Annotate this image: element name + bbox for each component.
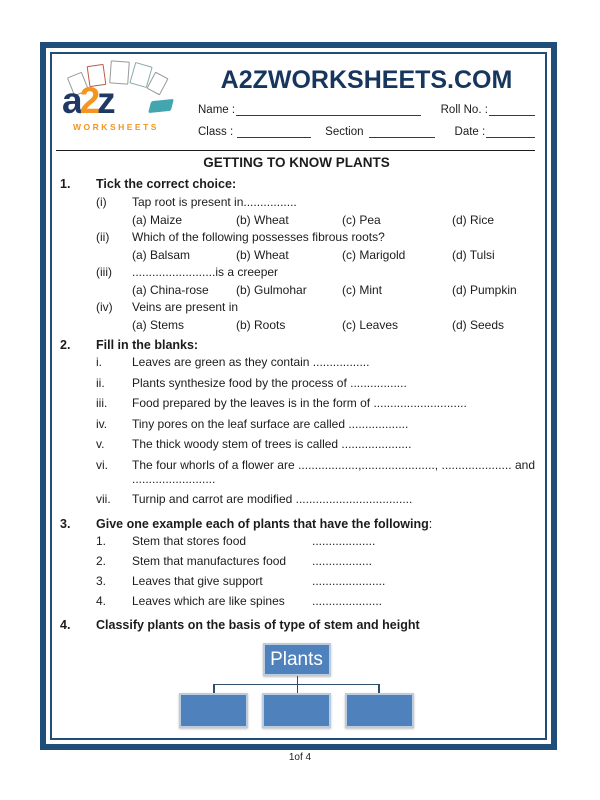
fill-item-number: vii. — [96, 492, 111, 506]
plants-root-box: Plants — [263, 643, 331, 676]
answer-blank[interactable]: ...................... — [312, 573, 386, 588]
name-label: Name : — [198, 104, 236, 116]
name-input-line[interactable] — [236, 104, 421, 116]
example-item-number: 2. — [96, 553, 107, 568]
connector-line — [297, 676, 299, 684]
mcq-item-text: Tap root is present in................ — [132, 195, 297, 209]
fill-item-text[interactable]: Tiny pores on the leaf surface are called .................. — [132, 416, 409, 431]
class-date-row — [198, 126, 535, 138]
plants-classification-diagram — [58, 643, 535, 728]
fill-item — [96, 458, 535, 486]
classification-blank-box[interactable] — [345, 693, 414, 728]
logo-wordmark — [62, 82, 113, 119]
question-number: 4. — [60, 617, 71, 632]
example-item — [96, 554, 535, 568]
question-heading: Tick the correct choice: — [96, 177, 237, 191]
a2z-logo — [58, 60, 174, 142]
question-heading: Fill in the blanks: — [96, 338, 199, 352]
logo-letter-z: z — [97, 80, 113, 121]
answer-blank[interactable]: ................... — [312, 533, 376, 548]
connector-line — [213, 684, 215, 693]
fill-item — [96, 355, 535, 369]
fill-item-text[interactable]: The thick woody stem of trees is called ..................... — [132, 437, 412, 451]
mcq-option[interactable]: (b) Wheat — [236, 212, 289, 227]
example-item-text: Leaves that give support — [132, 573, 263, 588]
connector-line — [378, 684, 380, 693]
mcq-option[interactable]: (c) Pea — [342, 212, 381, 227]
question-4 — [58, 618, 535, 635]
mcq-options-row — [96, 212, 535, 230]
fill-item-text[interactable]: Turnip and carrot are modified ................................... — [132, 492, 413, 506]
mcq-option[interactable]: (a) Stems — [132, 317, 185, 332]
diagram-children-row — [58, 693, 535, 728]
example-item-number: 4. — [96, 593, 107, 608]
fill-item-text[interactable] — [132, 458, 535, 486]
fill-item-text-line1: The four whorls of a flower are ..................,......................, ..................... and — [132, 457, 535, 472]
teal-swoosh-icon — [148, 99, 174, 113]
class-label: Class : — [198, 126, 234, 138]
mcq-option[interactable]: (b) Roots — [236, 317, 286, 332]
mcq-item-number: (i) — [96, 195, 107, 209]
mcq-option[interactable]: (d) Tulsi — [452, 247, 495, 262]
classification-blank-box[interactable] — [262, 693, 331, 728]
rollno-input-line[interactable] — [489, 104, 535, 116]
fill-item-number: v. — [96, 437, 105, 451]
classification-blank-box[interactable] — [179, 693, 248, 728]
mcq-options-row — [96, 317, 535, 335]
fill-item — [96, 396, 535, 410]
mcq-option[interactable]: (b) Wheat — [236, 247, 289, 262]
fill-item-text-line2: ......................... — [132, 471, 216, 486]
site-title: A2ZWORKSHEETS.COM — [220, 66, 513, 94]
fill-item-number: vi. — [96, 457, 108, 472]
example-item — [96, 594, 535, 608]
mcq-option[interactable]: (c) Mint — [342, 282, 382, 297]
question-heading: Give one example each of plants that have the following: — [96, 516, 433, 531]
example-item-text: Stem that manufactures food — [132, 553, 287, 568]
section-label: Section — [325, 126, 364, 138]
mcq-option[interactable]: (d) Seeds — [452, 317, 505, 332]
logo-letter-2: 2 — [79, 80, 98, 121]
rollno-label: Roll No. : — [440, 104, 488, 116]
answer-blank[interactable]: .................. — [312, 553, 373, 568]
mcq-options-row — [96, 282, 535, 300]
example-item-number: 3. — [96, 573, 107, 588]
mcq-option[interactable]: (a) China-rose — [132, 282, 209, 297]
mcq-option[interactable]: (a) Maize — [132, 212, 183, 227]
logo-subtitle: WORKSHEETS — [73, 122, 159, 132]
mcq-item-text: Veins are present in — [132, 300, 239, 314]
diagram-connectors — [213, 676, 380, 693]
fill-item-number: ii. — [96, 375, 105, 390]
fill-item-text[interactable]: Food prepared by the leaves is in the form of ............................ — [132, 396, 467, 410]
question-1 — [58, 177, 535, 334]
fill-item — [96, 492, 535, 506]
example-item-text: Stem that stores food — [132, 533, 247, 548]
page-number: 1of 4 — [288, 752, 312, 763]
mcq-item-number: (iii) — [96, 265, 112, 279]
mcq-option[interactable]: (d) Pumpkin — [452, 282, 517, 297]
mcq-option[interactable]: (d) Rice — [452, 212, 495, 227]
mcq-item-number: (iv) — [96, 300, 113, 314]
example-item-text: Leaves which are like spines — [132, 593, 285, 608]
fill-item-number: iv. — [96, 416, 108, 431]
example-item-number: 1. — [96, 533, 107, 548]
page-frame — [40, 42, 557, 750]
mcq-option[interactable]: (b) Gulmohar — [236, 282, 307, 297]
header-right — [174, 60, 535, 148]
mcq-option[interactable]: (c) Marigold — [342, 247, 406, 262]
date-label: Date : — [454, 126, 486, 138]
answer-blank[interactable]: ..................... — [312, 593, 383, 608]
example-item — [96, 574, 535, 588]
mcq-item — [96, 264, 535, 282]
connector-line — [297, 684, 299, 693]
fill-item — [96, 437, 535, 451]
mcq-item-text: Which of the following possesses fibrous roots? — [132, 230, 385, 244]
header — [58, 60, 535, 148]
question-number: 2. — [60, 338, 71, 352]
question-heading: Classify plants on the basis of type of stem and height — [96, 617, 420, 632]
mcq-item — [96, 229, 535, 247]
fill-item-text[interactable]: Plants synthesize food by the process of ................. — [132, 375, 407, 390]
section-input-line[interactable] — [369, 126, 435, 138]
question-3 — [58, 517, 535, 614]
mcq-item-text: .........................is a creeper — [132, 265, 279, 279]
question-2 — [58, 338, 535, 513]
mcq-item — [96, 299, 535, 317]
mcq-options-row — [96, 247, 535, 265]
mcq-option[interactable]: (a) Balsam — [132, 247, 191, 262]
page-frame-inner — [50, 52, 547, 740]
name-roll-row — [198, 104, 535, 116]
fill-item — [96, 417, 535, 431]
header-divider — [56, 150, 535, 151]
example-item — [96, 534, 535, 548]
mcq-option[interactable]: (c) Leaves — [342, 317, 399, 332]
mcq-item-number: (ii) — [96, 230, 110, 244]
fill-item-number: i. — [96, 355, 102, 369]
class-input-line[interactable] — [237, 126, 311, 138]
date-input-line[interactable] — [486, 126, 535, 138]
worksheet-title: GETTING TO KNOW PLANTS — [203, 155, 390, 170]
logo-letter-a: a — [62, 80, 80, 121]
question-number: 3. — [60, 516, 71, 531]
mcq-item — [96, 194, 535, 212]
fill-item-text[interactable]: Leaves are green as they contain ................. — [132, 355, 370, 369]
question-number: 1. — [60, 177, 71, 191]
fill-item — [96, 376, 535, 390]
fill-item-number: iii. — [96, 396, 108, 410]
